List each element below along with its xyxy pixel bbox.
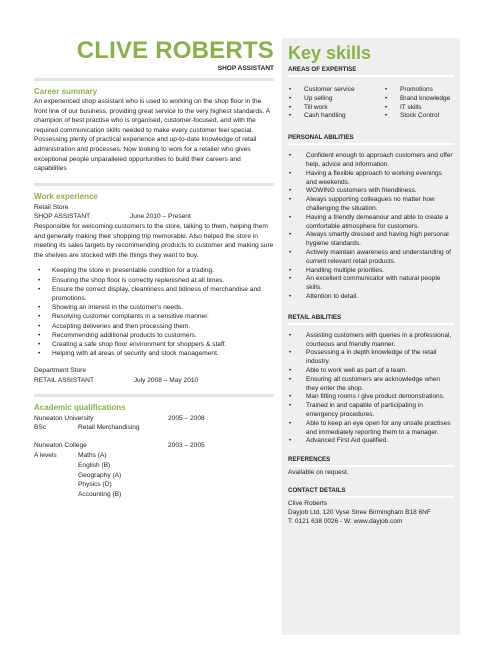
list-item: • Ensure the correct display, cleanliness and tidiness of merchandise and promotions. bbox=[34, 285, 274, 303]
spacer bbox=[34, 358, 274, 366]
alevel-row bbox=[34, 461, 274, 471]
list-item: • Assisting customers with queries in a professional, courteous and friendly manner. bbox=[288, 332, 454, 350]
list-item: • Till work bbox=[288, 104, 384, 113]
alevels-label: A levels bbox=[34, 451, 57, 459]
right-column bbox=[282, 38, 460, 635]
section-divider bbox=[288, 465, 454, 467]
career-summary-text: An experienced shop assistant who is used to working on the shop floor in the front line of our business, providing great service to the very highest standards. A champion of best practise who is organised, customer-focused, and with the required communication skills needed to make every customer feel special. Possessing plenty of practical experience and up-to-date knowledge of retail administration and processes. Now looking to work for a retailer who gives exceptional people unparalleled opportunities to build their careers and capabilities bbox=[34, 98, 270, 173]
list-item: • Resolving customer complaints in a sensitive manner. bbox=[34, 312, 274, 321]
references-title: REFERENCES bbox=[288, 456, 331, 464]
section-divider bbox=[288, 75, 454, 77]
list-item: • Ensuring the shop floor is correctly replenished at all times. bbox=[34, 276, 274, 285]
college-row bbox=[34, 441, 274, 451]
list-item: • Able to work well as part of a team. bbox=[288, 367, 454, 376]
list-item: • Actively maintain awareness and understanding of current relevant retail products. bbox=[288, 249, 454, 267]
list-item: • Promotions bbox=[384, 86, 450, 95]
list-item: • Always smartly dressed and having high personal hygiene standards. bbox=[288, 231, 454, 249]
alevel-subject: Physics (D) bbox=[78, 481, 112, 489]
list-item: • Attention to detail. bbox=[288, 293, 454, 302]
job2-employer: Department Store bbox=[34, 367, 87, 375]
alevel-row bbox=[34, 451, 274, 461]
areas-column bbox=[384, 86, 450, 121]
contact-title: CONTACT DETAILS bbox=[288, 487, 346, 495]
contact-address: Dayjob Ltd, 120 Vyse Stree Birmingham B18 6NF bbox=[288, 509, 431, 517]
college-name: Nuneaton College bbox=[34, 442, 87, 450]
list-item: • Ensuring all customers are acknowledge when they enter the shop. bbox=[288, 376, 454, 394]
list-item: • Accepting deliveries and then processing them. bbox=[34, 322, 274, 331]
uni-dates: 2005 – 2008 bbox=[168, 414, 205, 422]
alevel-subject: English (B) bbox=[78, 461, 111, 469]
list-item: • Brand knowledge bbox=[384, 95, 450, 104]
job1-position: SHOP ASSISTANT bbox=[34, 213, 91, 221]
section-divider bbox=[288, 143, 454, 145]
list-item: • Up selling bbox=[288, 95, 384, 104]
section-divider bbox=[34, 183, 274, 186]
alevel-subject: Accounting (B) bbox=[78, 491, 122, 499]
uni-subject: Retail Merchandising bbox=[78, 424, 140, 432]
areas-column bbox=[288, 86, 384, 121]
list-item: • IT skills bbox=[384, 104, 450, 113]
section-divider bbox=[288, 496, 454, 498]
list-item: • WOWING customers with friendliness. bbox=[288, 187, 454, 196]
key-skills-title: Key skills bbox=[288, 43, 372, 63]
alevel-subject: Geography (A) bbox=[78, 471, 122, 479]
list-item: • Stock Control bbox=[384, 112, 450, 121]
personal-title: PERSONAL ABILITIES bbox=[288, 134, 354, 142]
list-item: • Creating a safe shop floor environment for shoppers & staff. bbox=[34, 340, 274, 349]
job1-dates: June 2010 – Present bbox=[129, 213, 191, 221]
uni-name: Nuneaton University bbox=[34, 414, 94, 422]
list-item: • Keeping the store in presentable condition for a trading. bbox=[34, 266, 274, 275]
list-item: • Handling multiple priorities. bbox=[288, 267, 454, 276]
left-column bbox=[34, 38, 274, 500]
job1-duties-list bbox=[34, 266, 274, 358]
section-divider bbox=[34, 78, 274, 81]
list-item: • Trained in and capable of participating in emergency procedures. bbox=[288, 402, 454, 420]
alevel-row bbox=[34, 490, 274, 500]
job1-description: Responsible for welcoming customers to the store, talking to them, helping them and generally making their shopping trip memorable. Also helped the store in meeting its sales targets by recommending products to customer and making sure the shelves are stocked with the things they want to buy. bbox=[34, 222, 274, 259]
alevel-subject: Maths (A) bbox=[78, 451, 107, 459]
alevel-row bbox=[34, 471, 274, 481]
list-item: • Showing an interest in the customer's needs. bbox=[34, 303, 274, 312]
work-experience-title: Work experience bbox=[34, 191, 98, 201]
areas-grid bbox=[288, 86, 454, 121]
uni-degree: BSc bbox=[34, 424, 47, 432]
list-item: • Able to keep an eye open for any unsafe practises and immediately reporting them to a manager. bbox=[288, 420, 454, 438]
section-divider bbox=[34, 394, 274, 397]
job1-header bbox=[34, 212, 274, 222]
list-item: • Helping with all areas of security and stock management. bbox=[34, 349, 274, 358]
candidate-role: SHOP ASSISTANT bbox=[217, 65, 274, 72]
academic-title: Academic qualifications bbox=[34, 402, 126, 412]
list-item: • Man fitting rooms / give product demonstrations. bbox=[288, 393, 454, 402]
job2-dates: July 2008 – May 2010 bbox=[133, 376, 199, 384]
list-item: • Confident enough to approach customers and offer help, advice and information. bbox=[288, 152, 454, 170]
contact-phone: T: 0121 638 0026 - W: www.dayjob.com bbox=[288, 518, 403, 526]
list-item: • Possessing a in depth knowledge of the retail industry. bbox=[288, 349, 454, 367]
uni-degree-row bbox=[34, 423, 274, 433]
list-item: • Advanced First Aid qualified. bbox=[288, 437, 454, 446]
list-item: • An excellent communicator with natural people skills. bbox=[288, 275, 454, 293]
candidate-name: CLIVE ROBERTS bbox=[76, 37, 274, 64]
spacer bbox=[34, 433, 274, 441]
list-item: • Having a flexible approach to working evenings and weekends. bbox=[288, 170, 454, 188]
list-item: • Having a friendly demeanour and able to create a comfortable atmosphere for customers. bbox=[288, 214, 454, 232]
list-item: • Cash handling bbox=[288, 112, 384, 121]
list-item: • Always supporting colleagues no matter how challenging the situation. bbox=[288, 196, 454, 214]
job1-employer: Retail Store bbox=[34, 203, 69, 211]
job2-header bbox=[34, 376, 274, 386]
list-item: • Customer service bbox=[288, 86, 384, 95]
retail-title: RETAIL ABILITIES bbox=[288, 313, 342, 321]
job2-position: RETAIL ASSISTANT bbox=[34, 376, 94, 384]
areas-title: AREAS OF EXPERTISE bbox=[288, 66, 357, 73]
contact-name: Clive Roberts bbox=[288, 500, 328, 508]
list-item: • Recommending additional products to customers. bbox=[34, 331, 274, 340]
alevel-row bbox=[34, 480, 274, 490]
retail-list bbox=[288, 332, 454, 446]
personal-list bbox=[288, 152, 454, 302]
college-dates: 2003 – 2005 bbox=[168, 442, 205, 450]
references-text: Available on request. bbox=[288, 469, 349, 477]
career-summary-title: Career summary bbox=[34, 87, 98, 96]
section-divider bbox=[288, 323, 454, 325]
uni-row bbox=[34, 414, 274, 424]
